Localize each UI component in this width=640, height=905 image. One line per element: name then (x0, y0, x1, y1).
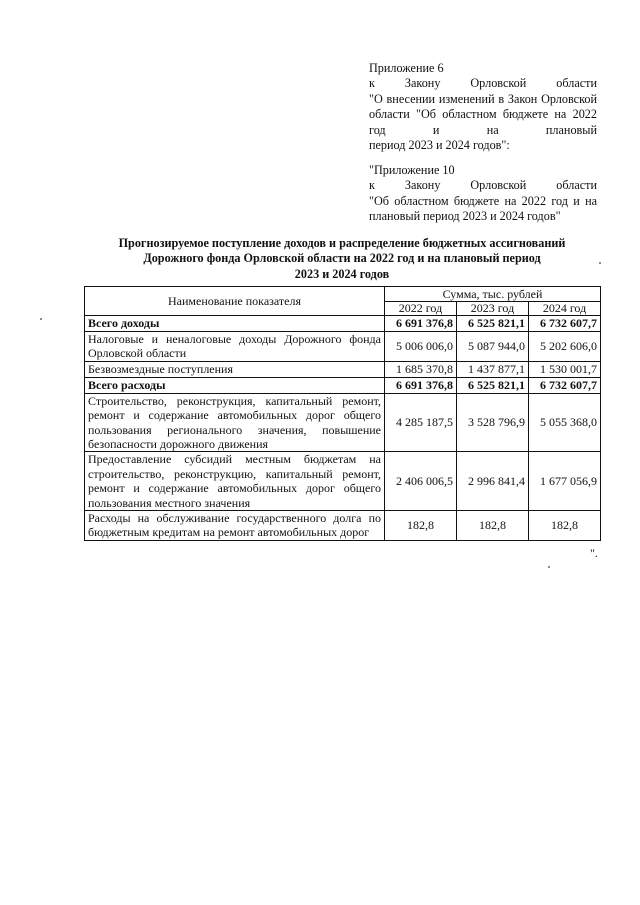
appendix-10-line: "Об областном бюджете на 2022 год и на (369, 193, 597, 208)
appendix-10-line: "Приложение 10 (369, 163, 455, 177)
table-row-regional-roads (85, 393, 601, 452)
row-name: Безвозмездные поступления (85, 361, 385, 377)
table-row-local-subsidies (85, 452, 601, 511)
header-year-2023: 2023 год (457, 302, 529, 316)
row-value-2023: 6 525 821,1 (457, 377, 529, 393)
appendix-6-line: к Закону Орловской области (369, 76, 597, 91)
row-value-2023: 3 528 796,9 (457, 393, 529, 452)
row-value-2022: 5 006 006,0 (385, 332, 457, 362)
row-value-2023: 5 087 944,0 (457, 332, 529, 362)
document-title (84, 236, 600, 282)
row-name: Всего доходы (85, 316, 385, 332)
title-line: 2023 и 2024 годов (294, 266, 390, 281)
road-fund-table (84, 286, 601, 541)
row-name: Предоставление субсидий местным бюджетам на строительство, реконструкцию, капитальный ремонт, ремонт и содержание автомобильных дорог общего пользования местного значения (85, 452, 385, 511)
row-value-2023: 1 437 877,1 (457, 361, 529, 377)
row-value-2024: 1 530 001,7 (529, 361, 601, 377)
table-row-tax-income (85, 332, 601, 362)
row-value-2023: 182,8 (457, 511, 529, 541)
header-amount: Сумма, тыс. рублей (385, 287, 601, 302)
header-year-2022: 2022 год (385, 302, 457, 316)
appendix-10-line: плановый период 2023 и 2024 годов" (369, 209, 561, 224)
row-value-2024: 6 732 607,7 (529, 316, 601, 332)
scan-speck (40, 318, 42, 320)
header-year-2024: 2024 год (529, 302, 601, 316)
row-value-2024: 5 202 606,0 (529, 332, 601, 362)
row-value-2024: 182,8 (529, 511, 601, 541)
row-value-2023: 6 525 821,1 (457, 316, 529, 332)
table-row-total-income (85, 316, 601, 332)
table-row-grants (85, 361, 601, 377)
appendix-6-note (369, 61, 597, 153)
row-value-2022: 6 691 376,8 (385, 377, 457, 393)
row-value-2024: 1 677 056,9 (529, 452, 601, 511)
appendix-10-note (369, 163, 597, 225)
appendix-6-line: Приложение 6 (369, 61, 444, 75)
row-value-2022: 182,8 (385, 511, 457, 541)
row-name: Расходы на обслуживание государственного долга по бюджетным кредитам на ремонт автомобильных дорог (85, 511, 385, 541)
scan-speck (599, 262, 601, 264)
row-name: Строительство, реконструкция, капитальный ремонт, ремонт и содержание автомобильных дорог общего пользования регионального значения, повышение безопасности дорожного движения (85, 393, 385, 452)
header-indicator-name: Наименование показателя (85, 287, 385, 316)
appendix-10-line: к Закону Орловской области (369, 178, 597, 193)
appendix-6-line: период 2023 и 2024 годов": (369, 138, 510, 153)
row-value-2023: 2 996 841,4 (457, 452, 529, 511)
appendix-6-line: "О внесении изменений в Закон Орловской области "Об областном бюджете на 2022 год и на плановый (369, 91, 597, 137)
row-name: Всего расходы (85, 377, 385, 393)
table-row-total-expenses (85, 377, 601, 393)
closing-quote-mark: ". (590, 546, 598, 560)
row-value-2024: 5 055 368,0 (529, 393, 601, 452)
row-value-2022: 2 406 006,5 (385, 452, 457, 511)
row-value-2022: 4 285 187,5 (385, 393, 457, 452)
row-value-2022: 6 691 376,8 (385, 316, 457, 332)
row-name: Налоговые и неналоговые доходы Дорожного фонда Орловской области (85, 332, 385, 362)
scan-speck (548, 566, 550, 568)
row-value-2022: 1 685 370,8 (385, 361, 457, 377)
row-value-2024: 6 732 607,7 (529, 377, 601, 393)
table-row-debt-service (85, 511, 601, 541)
title-line: Прогнозируемое поступление доходов и распределение бюджетных ассигнований (118, 236, 566, 250)
title-line: Дорожного фонда Орловской области на 2022 год и на плановый период (143, 251, 541, 266)
